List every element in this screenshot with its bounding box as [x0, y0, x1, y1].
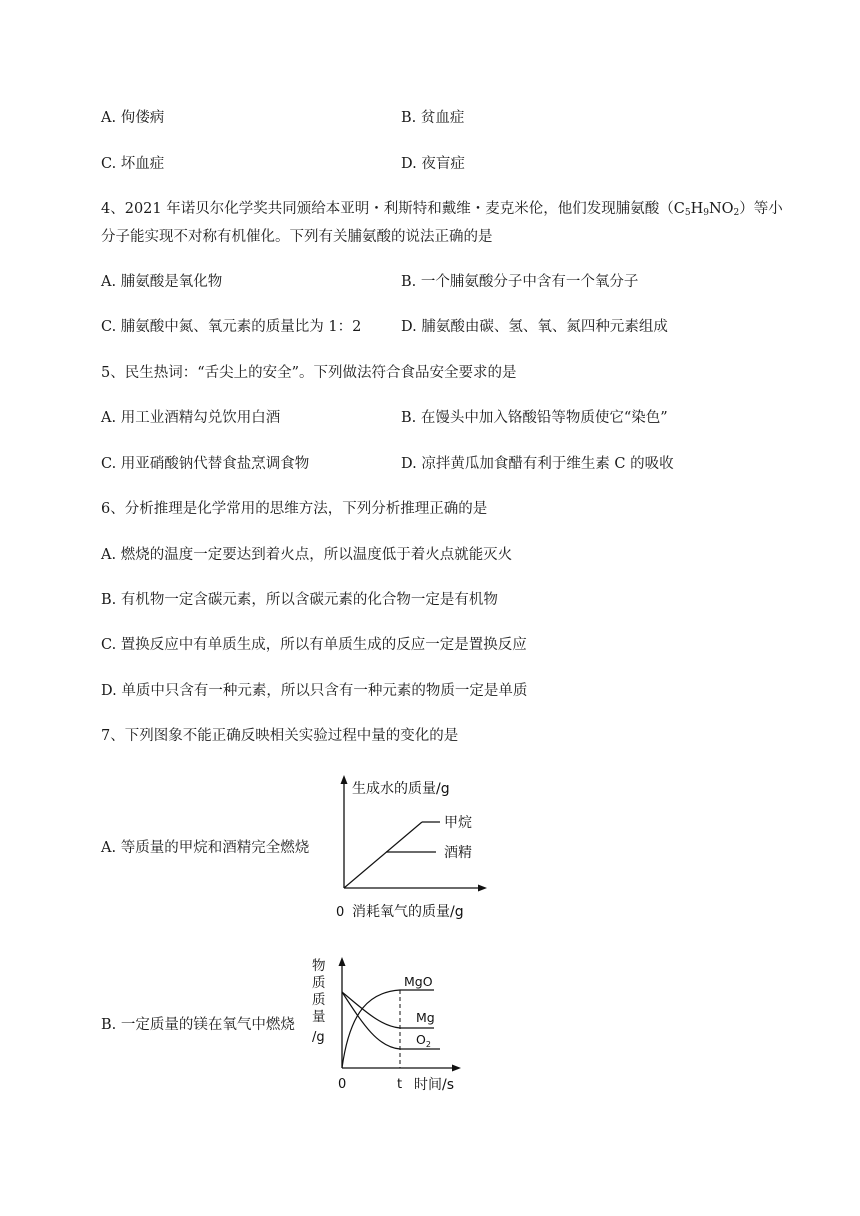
graph-b-ylabel-1: 物: [312, 958, 326, 974]
graph-a-origin: 0: [336, 905, 345, 920]
graph-b-xlabel: 时间/s: [414, 1077, 455, 1093]
label-o2: [416, 1032, 431, 1049]
x-axis-arrow: [452, 1065, 461, 1072]
graph-b-ylabel-2: 质: [312, 975, 326, 991]
x-axis-arrow: [478, 885, 487, 892]
q5-option-c: C. 用亚硝酸钠代替食盐烹调食物: [101, 456, 310, 472]
label-mg: Mg: [416, 1010, 435, 1025]
graph-b-ylabel-5: /g: [312, 1030, 325, 1045]
graph-b-ylabel-3: 质: [312, 992, 326, 1008]
q7-stem: 7、下列图象不能正确反映相关实验过程中量的变化的是: [101, 728, 459, 744]
graph-a-xlabel: 消耗氧气的质量/g: [352, 904, 464, 920]
q7-option-a: A. 等质量的甲烷和酒精完全燃烧: [101, 840, 310, 856]
subscript: 9: [703, 208, 709, 218]
q5-option-d: D. 凉拌黄瓜加食醋有利于维生素 C 的吸收: [401, 456, 674, 472]
q4-stem-line2: 分子能实现不对称有机催化。下列有关脯氨酸的说法正确的是: [101, 229, 493, 245]
q5-stem: 5、民生热词：“舌尖上的安全”。下列做法符合食品安全要求的是: [101, 365, 517, 381]
q6-option-c: C. 置换反应中有单质生成，所以有单质生成的反应一定是置换反应: [101, 637, 527, 653]
tick-t: t: [397, 1077, 403, 1092]
q3-option-d: D. 夜盲症: [401, 156, 465, 172]
q6-stem: 6、分析推理是化学常用的思维方法，下列分析推理正确的是: [101, 501, 488, 517]
q6-option-b: B. 有机物一定含碳元素，所以含碳元素的化合物一定是有机物: [101, 592, 498, 608]
o2-letter: O: [416, 1032, 426, 1047]
label-mgo: MgO: [404, 974, 433, 989]
q3-option-a: A. 佝偻病: [101, 110, 165, 126]
formula-part: H: [690, 201, 704, 217]
subscript: 5: [684, 208, 691, 218]
subscript: 2: [733, 208, 740, 218]
q3-option-b: B. 贫血症: [401, 110, 465, 126]
label-ethanol: 酒精: [444, 845, 472, 861]
q5-option-b: B. 在馒头中加入铬酸铅等物质使它“染色”: [401, 410, 668, 426]
o2-subscript: 2: [425, 1040, 431, 1049]
q4-option-a: A. 脯氨酸是氧化物: [101, 274, 223, 290]
graph-b-origin: 0: [338, 1077, 347, 1092]
q4-option-b: B. 一个脯氨酸分子中含有一个氧分子: [401, 274, 639, 290]
y-axis-arrow: [339, 957, 346, 966]
q4-stem-text: 4、2021 年诺贝尔化学奖共同颁给本亚明・利斯特和戴维・麦克米伦，他们发现脯氨酸（C: [101, 201, 685, 217]
q4-option-c: C. 脯氨酸中氮、氧元素的质量比为 1：2: [101, 319, 362, 335]
y-axis-arrow: [341, 775, 348, 784]
q4-stem-line1: [101, 199, 783, 223]
mgo-curve: [342, 990, 434, 1068]
q6-option-a: A. 燃烧的温度一定要达到着火点，所以温度低于着火点就能灭火: [101, 547, 513, 563]
graph-b-ylabel-4: 量: [312, 1009, 326, 1025]
graph-b: [310, 952, 470, 1096]
q3-option-c: C. 坏血症: [101, 156, 165, 172]
label-methane: 甲烷: [444, 815, 472, 831]
formula-part: NO: [708, 201, 734, 217]
q4-option-d: D. 脯氨酸由碳、氢、氧、氮四种元素组成: [401, 319, 668, 335]
q4-stem-text: ）等小: [739, 201, 783, 217]
graph-a: [330, 770, 500, 922]
q6-option-d: D. 单质中只含有一种元素，所以只含有一种元素的物质一定是单质: [101, 683, 528, 699]
q7-option-b: B. 一定质量的镁在氧气中燃烧: [101, 1017, 295, 1033]
graph-a-ylabel: 生成水的质量/g: [352, 781, 450, 797]
q5-option-a: A. 用工业酒精勾兑饮用白酒: [101, 410, 281, 426]
methane-rising-line: [344, 822, 422, 888]
